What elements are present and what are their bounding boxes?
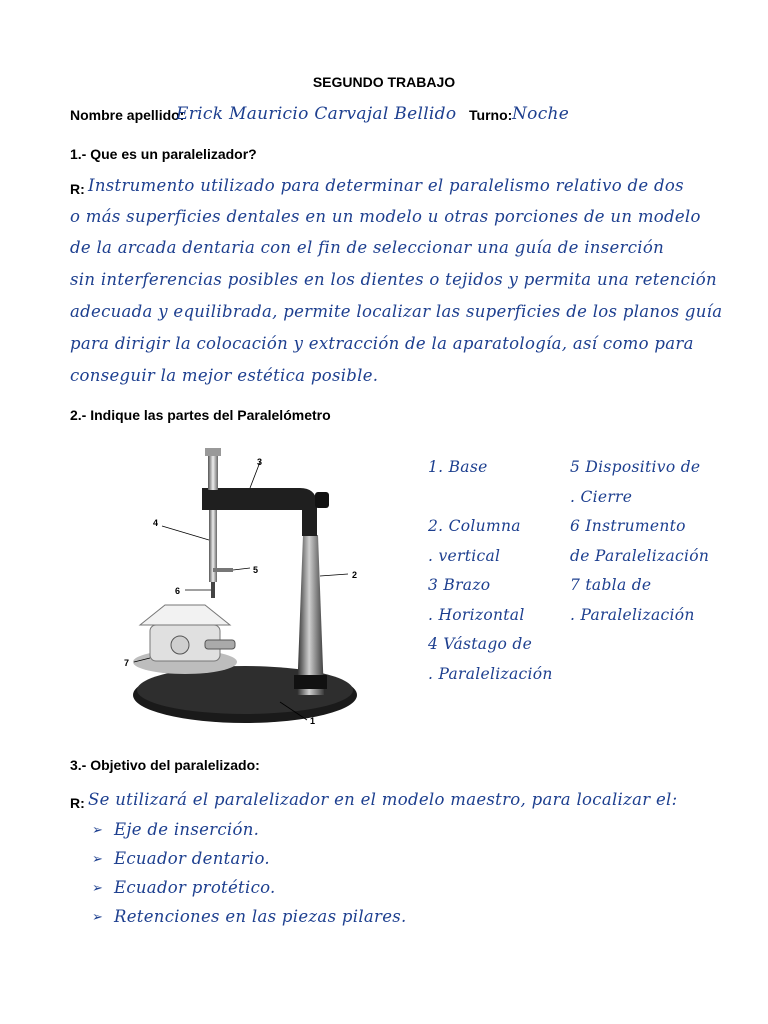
arm-shape <box>202 488 317 536</box>
figure-label: 3 <box>257 457 263 467</box>
figure-label: 5 <box>253 565 259 575</box>
answer-1-text: conseguir la mejor estética posible. <box>70 366 379 385</box>
part-item: 3 Brazo <box>428 576 491 594</box>
arrow-bullet-icon: ➢ <box>92 852 103 867</box>
part-item: 2. Columna <box>428 517 521 535</box>
list-item-text: Ecuador protético. <box>114 878 276 897</box>
figure-label: 4 <box>153 518 159 528</box>
column-shape <box>297 535 324 695</box>
list-item <box>92 820 692 848</box>
arrow-bullet-icon: ➢ <box>92 823 103 838</box>
list-item <box>92 849 692 877</box>
list-item-text: Eje de inserción. <box>114 820 260 839</box>
name-row <box>70 104 710 128</box>
column-collar-shape <box>294 675 327 689</box>
answer-1-text: de la arcada dentaria con el fin de seleccionar una guía de inserción <box>70 238 665 257</box>
answer-1-text: o más superficies dentales en un modelo u otras porciones de un modelo <box>70 207 701 226</box>
answer-1-line <box>70 176 710 208</box>
answer-1-label: R: <box>70 181 85 197</box>
turno-label: Turno: <box>469 107 513 123</box>
answer-1-text: sin interferencias posibles en los dientes o tejidos y permita una retención <box>70 270 717 289</box>
figure-label: 2 <box>352 570 358 580</box>
arrow-bullet-icon: ➢ <box>92 881 103 896</box>
part-item: 7 tabla de <box>570 576 652 594</box>
answer-3-intro: Se utilizará el paralelizador en el modelo maestro, para localizar el: <box>88 790 678 809</box>
part-item: 5 Dispositivo de <box>570 458 701 476</box>
answer-1-text: adecuada y equilibrada, permite localizar las superficies de los planos guía <box>70 302 723 321</box>
spindle-cap-shape <box>205 448 221 456</box>
page-title: SEGUNDO TRABAJO <box>312 74 456 90</box>
part-item: de Paralelización <box>570 547 710 565</box>
answer-3-line <box>70 790 710 818</box>
part-item: 1. Base <box>428 458 488 476</box>
surveyor-figure <box>110 440 390 740</box>
figure-label: 1 <box>310 716 316 726</box>
question-1: 1.- Que es un paralelizador? <box>70 146 257 162</box>
name-label: Nombre apellido: <box>70 107 185 123</box>
answer-1-text: Instrumento utilizado para determinar el paralelismo relativo de dos <box>88 176 684 195</box>
part-item: . Paralelización <box>570 606 695 624</box>
answer-3-label: R: <box>70 795 85 811</box>
instrument-tip-shape <box>211 582 215 598</box>
list-item-text: Ecuador dentario. <box>114 849 270 868</box>
table-joint-shape <box>171 636 189 654</box>
list-item <box>92 907 692 935</box>
part-item: . Horizontal <box>428 606 525 624</box>
part-item: . Cierre <box>570 488 633 506</box>
part-item: 6 Instrumento <box>570 517 686 535</box>
part-item: . vertical <box>428 547 501 565</box>
figure-label: 6 <box>175 586 181 596</box>
answer-1-text: para dirigir la colocación y extracción de la aparatología, así como para <box>70 334 694 353</box>
name-value: Erick Mauricio Carvajal Bellido <box>176 104 457 124</box>
knob-shape <box>315 492 329 508</box>
arrow-bullet-icon: ➢ <box>92 910 103 925</box>
table-lever-shape <box>205 640 235 649</box>
list-item-text: Retenciones en las piezas pilares. <box>114 907 407 926</box>
figure-label: 7 <box>124 658 130 668</box>
turno-value: Noche <box>512 104 570 124</box>
model-clamp-shape <box>140 605 230 625</box>
question-3: 3.- Objetivo del paralelizado: <box>70 757 260 773</box>
question-2: 2.- Indique las partes del Paralelómetro <box>70 407 331 423</box>
list-item <box>92 878 692 906</box>
part-item: 4 Vástago de <box>428 635 533 653</box>
locking-device-shape <box>213 568 233 572</box>
part-item: . Paralelización <box>428 665 553 683</box>
